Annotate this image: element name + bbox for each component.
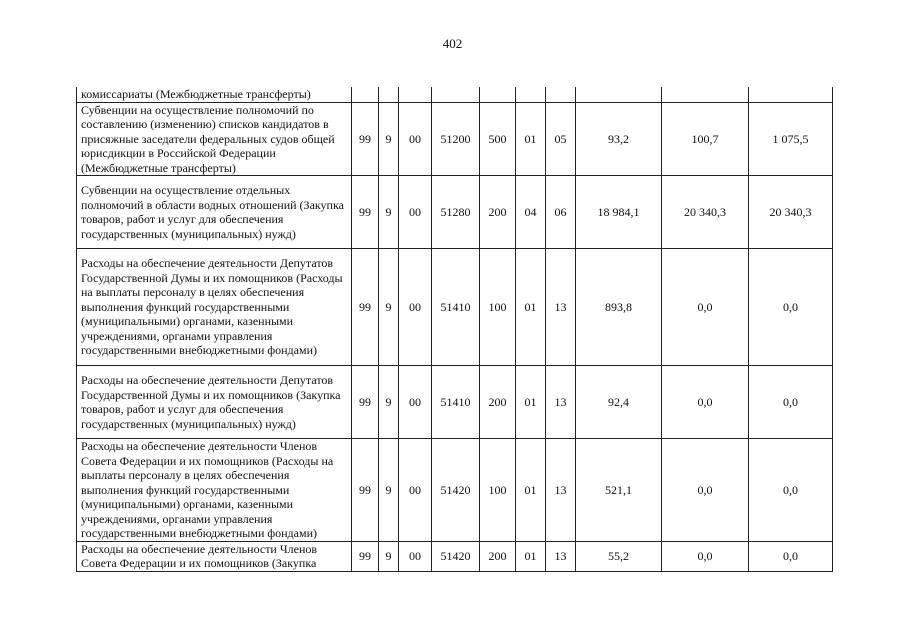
table-row bbox=[77, 102, 833, 176]
subprogram-code: 9 bbox=[379, 439, 399, 542]
amount-year-3: 0,0 bbox=[749, 249, 833, 366]
subprogram-code bbox=[379, 87, 399, 102]
program-code: 99 bbox=[352, 249, 379, 366]
row-description: Расходы на обеспечение деятельности Членов Совета Федерации и их помощников (Закупка bbox=[77, 541, 352, 571]
table-row bbox=[77, 439, 833, 542]
direction-code: 00 bbox=[399, 541, 432, 571]
amount-year-3: 1 075,5 bbox=[749, 102, 833, 176]
amount-year-2 bbox=[662, 87, 749, 102]
amount-year-2: 0,0 bbox=[662, 439, 749, 542]
subsection-code: 13 bbox=[546, 249, 576, 366]
subsection-code: 13 bbox=[546, 439, 576, 542]
subprogram-code: 9 bbox=[379, 541, 399, 571]
subsection-code: 13 bbox=[546, 366, 576, 439]
row-description: Субвенции на осуществление полномочий по составлению (изменению) списков кандидатов в присяжные заседатели федеральных судов общей юрисдикции в Российской Федерации (Межбюджетные трансферты) bbox=[77, 102, 352, 176]
amount-year-1 bbox=[576, 87, 662, 102]
direction-code: 00 bbox=[399, 439, 432, 542]
amount-year-1: 521,1 bbox=[576, 439, 662, 542]
amount-year-1: 93,2 bbox=[576, 102, 662, 176]
amount-year-3: 0,0 bbox=[749, 541, 833, 571]
direction-code: 00 bbox=[399, 176, 432, 249]
section-code: 01 bbox=[516, 249, 546, 366]
section-code: 01 bbox=[516, 439, 546, 542]
amount-year-1: 893,8 bbox=[576, 249, 662, 366]
vr-code: 200 bbox=[480, 366, 516, 439]
direction-code: 00 bbox=[399, 102, 432, 176]
row-description: комиссариаты (Межбюджетные трансферты) bbox=[77, 87, 352, 102]
expense-code: 51410 bbox=[432, 366, 480, 439]
amount-year-2: 100,7 bbox=[662, 102, 749, 176]
direction-code: 00 bbox=[399, 249, 432, 366]
subprogram-code: 9 bbox=[379, 366, 399, 439]
expense-code: 51410 bbox=[432, 249, 480, 366]
subsection-code bbox=[546, 87, 576, 102]
amount-year-3: 0,0 bbox=[749, 439, 833, 542]
vr-code: 200 bbox=[480, 176, 516, 249]
vr-code: 100 bbox=[480, 439, 516, 542]
subprogram-code: 9 bbox=[379, 249, 399, 366]
direction-code: 00 bbox=[399, 366, 432, 439]
program-code: 99 bbox=[352, 439, 379, 542]
row-description: Расходы на обеспечение деятельности Депутатов Государственной Думы и их помощников (Закупка товаров, работ и услуг для обеспечения государственных (муниципальных) нужд) bbox=[77, 366, 352, 439]
amount-year-2: 0,0 bbox=[662, 249, 749, 366]
vr-code bbox=[480, 87, 516, 102]
program-code: 99 bbox=[352, 176, 379, 249]
section-code: 01 bbox=[516, 541, 546, 571]
amount-year-3: 0,0 bbox=[749, 366, 833, 439]
subprogram-code: 9 bbox=[379, 102, 399, 176]
amount-year-1: 55,2 bbox=[576, 541, 662, 571]
amount-year-1: 18 984,1 bbox=[576, 176, 662, 249]
program-code: 99 bbox=[352, 102, 379, 176]
expense-code: 51420 bbox=[432, 439, 480, 542]
amount-year-3 bbox=[749, 87, 833, 102]
table-row bbox=[77, 87, 833, 102]
program-code bbox=[352, 87, 379, 102]
vr-code: 500 bbox=[480, 102, 516, 176]
section-code: 01 bbox=[516, 102, 546, 176]
table-row bbox=[77, 176, 833, 249]
budget-table bbox=[76, 87, 833, 572]
expense-code bbox=[432, 87, 480, 102]
row-description: Расходы на обеспечение деятельности Членов Совета Федерации и их помощников (Расходы на выплаты персоналу в целях обеспечения выполнения функций государственными (муниципальными) органами, казенными учреждениями, органами управления государственными внебюджетными фондами) bbox=[77, 439, 352, 542]
table-row bbox=[77, 249, 833, 366]
program-code: 99 bbox=[352, 366, 379, 439]
subprogram-code: 9 bbox=[379, 176, 399, 249]
table-row bbox=[77, 541, 833, 571]
page-number: 402 bbox=[442, 36, 463, 51]
row-description: Расходы на обеспечение деятельности Депутатов Государственной Думы и их помощников (Расходы на выплаты персоналу в целях обеспечения выполнения функций государственными (муниципальными) органами, казенными учреждениями, органами управления государственными внебюджетными фондами) bbox=[77, 249, 352, 366]
amount-year-2: 20 340,3 bbox=[662, 176, 749, 249]
subsection-code: 06 bbox=[546, 176, 576, 249]
vr-code: 200 bbox=[480, 541, 516, 571]
section-code: 01 bbox=[516, 366, 546, 439]
amount-year-2: 0,0 bbox=[662, 366, 749, 439]
amount-year-3: 20 340,3 bbox=[749, 176, 833, 249]
section-code bbox=[516, 87, 546, 102]
program-code: 99 bbox=[352, 541, 379, 571]
amount-year-1: 92,4 bbox=[576, 366, 662, 439]
subsection-code: 05 bbox=[546, 102, 576, 176]
expense-code: 51280 bbox=[432, 176, 480, 249]
vr-code: 100 bbox=[480, 249, 516, 366]
table-row bbox=[77, 366, 833, 439]
direction-code bbox=[399, 87, 432, 102]
subsection-code: 13 bbox=[546, 541, 576, 571]
expense-code: 51420 bbox=[432, 541, 480, 571]
expense-code: 51200 bbox=[432, 102, 480, 176]
section-code: 04 bbox=[516, 176, 546, 249]
row-description: Субвенции на осуществление отдельных полномочий в области водных отношений (Закупка товаров, работ и услуг для обеспечения государственных (муниципальных) нужд) bbox=[77, 176, 352, 249]
amount-year-2: 0,0 bbox=[662, 541, 749, 571]
